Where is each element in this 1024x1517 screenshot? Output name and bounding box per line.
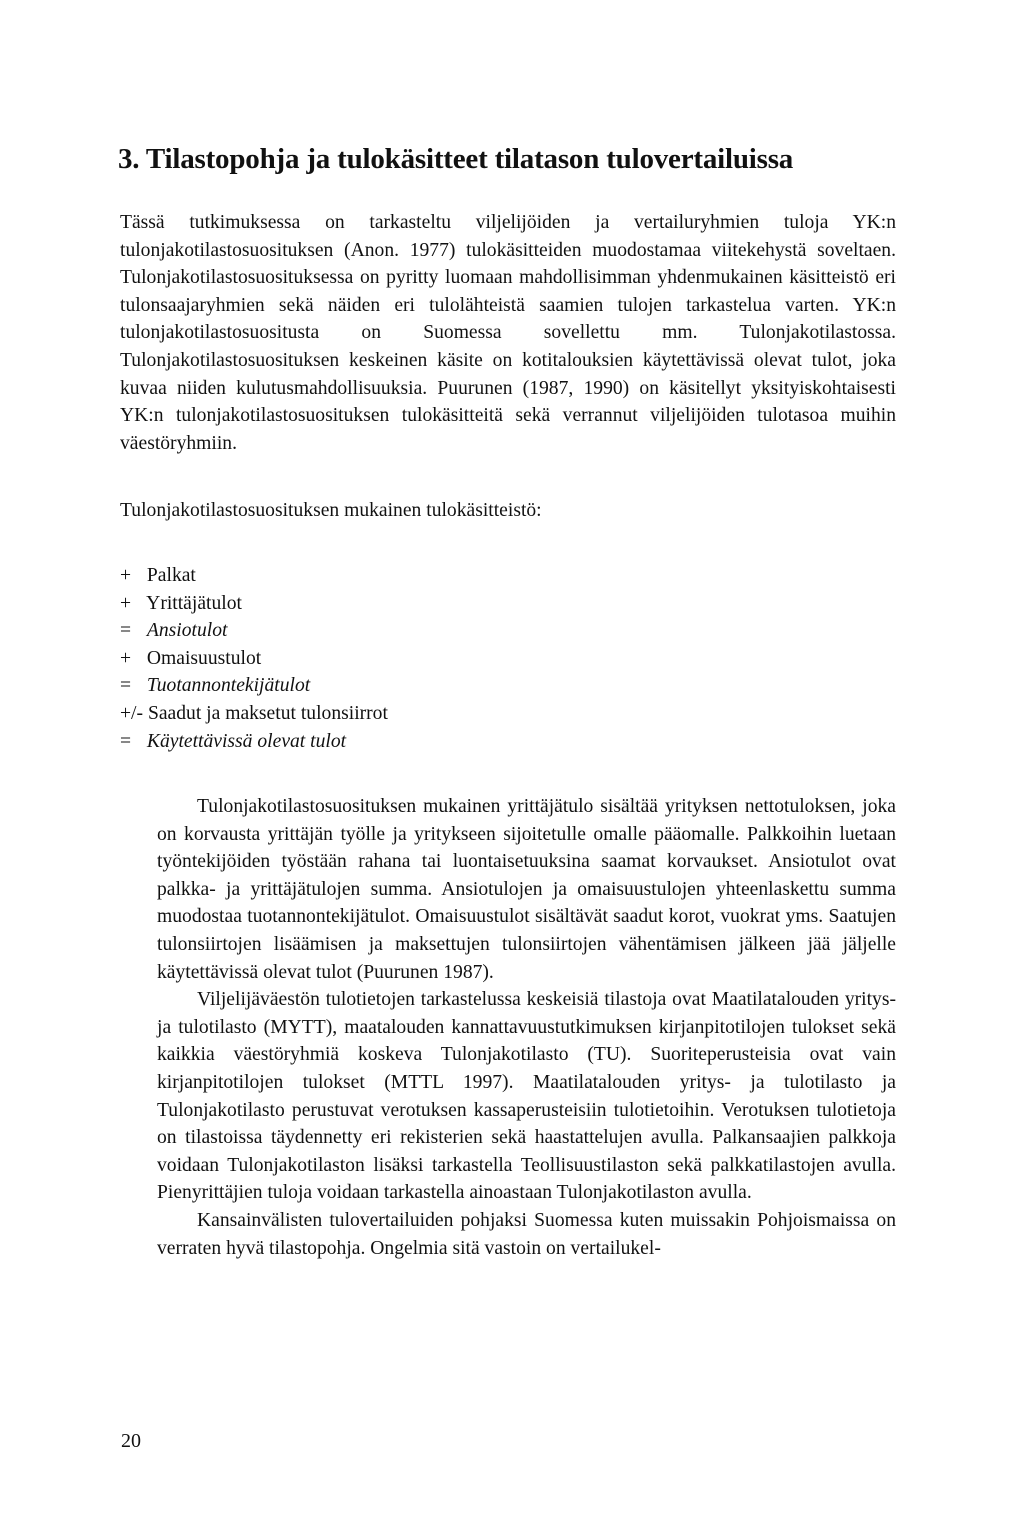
formula-line bbox=[120, 728, 896, 756]
page-content bbox=[120, 130, 896, 1262]
formula-term: Omaisuustulot bbox=[146, 647, 262, 669]
formula-line bbox=[120, 562, 896, 590]
body-paragraph: Kansainvälisten tulovertailuiden pohjaksi Suomessa kuten muissakin Pohjoismaissa on verraten hyvä tilastopohja. Ongelmia sitä vastoin on vertailukel- bbox=[157, 1210, 896, 1259]
formula-operator: + bbox=[120, 592, 132, 614]
formula-line bbox=[120, 700, 896, 728]
formula-term: Saadut ja maksetut tulonsiirrot bbox=[147, 702, 388, 724]
intro-paragraph: Tässä tutkimuksessa on tarkasteltu viljelijöiden ja vertailuryhmien tuloja YK:n tulonjakotilastosuosituksen (Anon. 1977) tulokäsitteiden muodostamaa viitekehystä soveltaen. Tulonjakotilastosuosituksessa on pyritty luomaan mahdollisimman yhdenmukainen käsitteistö eri tulonsaajaryhmien sekä näiden eri tulolähteistä saamien tulojen tarkastelua varten. YK:n tulonjakotilastosuositusta on Suomessa sovellettu mm. Tulonjakotilastossa. Tulonjakotilastosuosituksen keskeinen käsite on kotitalouksien käytettävissä olevat tulot, joka kuvaa niiden kulutusmahdollisuuksia. Puurunen (1987, 1990) on käsitellyt yksityiskohtaisesti YK:n tulonjakotilastosuosituksen tulokäsitteitä sekä verrannut viljelijöiden tulotasoa muihin väestöryhmiin. bbox=[120, 212, 896, 454]
formula-line bbox=[120, 617, 896, 645]
formula-operator: = bbox=[120, 620, 132, 642]
formula-operator: = bbox=[120, 730, 132, 752]
formula-term: Tuotannontekijätulot bbox=[146, 675, 311, 697]
formula-term: Käytettävissä olevat tulot bbox=[146, 730, 347, 752]
formula-term: Ansiotulot bbox=[146, 620, 228, 642]
income-concept-formula bbox=[120, 562, 896, 755]
formula-operator: + bbox=[120, 564, 132, 586]
formula-line bbox=[120, 590, 896, 618]
formula-line bbox=[120, 645, 896, 673]
body-paragraph: Viljelijäväestön tulotietojen tarkastelussa keskeisiä tilastoja ovat Maatilatalouden yritys- ja tulotilasto (MYTT), maatalouden kannattavuustutkimuksen kirjanpitotilojen tulokset sekä kaikkia väestöryhmiä koskeva Tulonjakotilasto (TU). Suoriteperusteisia ovat vain kirjanpitotilojen tulokset (MTTL 1997). Maatilatalouden yritys- ja tulotilasto ja Tulonjakotilasto perustuvat verotuksen kassaperusteisiin tulotietoihin. Verotuksen tulotietoja on tilastoissa täydennetty eri rekisterien sekä haastattelujen avulla. Palkansaajien palkkoja voidaan Tulonjakotilaston lisäksi tarkastella Teollisuustilaston sekä palkkatilastojen avulla. Pienyrittäjien tuloja voidaan tarkastella ainoastaan Tulonjakotilaston avulla. bbox=[157, 989, 896, 1204]
body-section bbox=[157, 793, 896, 1262]
list-title: Tulonjakotilastosuosituksen mukainen tulokäsitteistö: bbox=[120, 500, 542, 522]
page-number: 20 bbox=[121, 1430, 141, 1452]
formula-term: Yrittäjätulot bbox=[146, 592, 242, 614]
formula-operator: +/- bbox=[120, 702, 144, 724]
section-heading: 3. Tilastopohja ja tulokäsitteet tilatason tulovertailuissa bbox=[118, 143, 794, 175]
formula-term: Palkat bbox=[146, 564, 196, 586]
formula-operator: + bbox=[120, 647, 132, 669]
body-paragraph: Tulonjakotilastosuosituksen mukainen yrittäjätulo sisältää yrityksen nettotuloksen, joka on korvausta yrittäjän työlle ja yritykseen sijoitetulle omalle pääomalle. Palkkoihin luetaan työntekijöiden työstään rahana tai luontaisetuuksina saamat korvaukset. Ansiotulot ovat palkka- ja yrittäjätulojen summa. Ansiotulojen ja omaisuustulojen yhteenlaskettu summa muodostaa tuotannontekijätulot. Omaisuustulot sisältävät saadut korot, vuokrat yms. Saatujen tulonsiirtojen lisäämisen ja maksettujen tulonsiirtojen vähentämisen jälkeen jää jäljelle käytettävissä olevat tulot (Puurunen 1987). bbox=[157, 796, 896, 983]
formula-line bbox=[120, 672, 896, 700]
formula-operator: = bbox=[120, 675, 132, 697]
